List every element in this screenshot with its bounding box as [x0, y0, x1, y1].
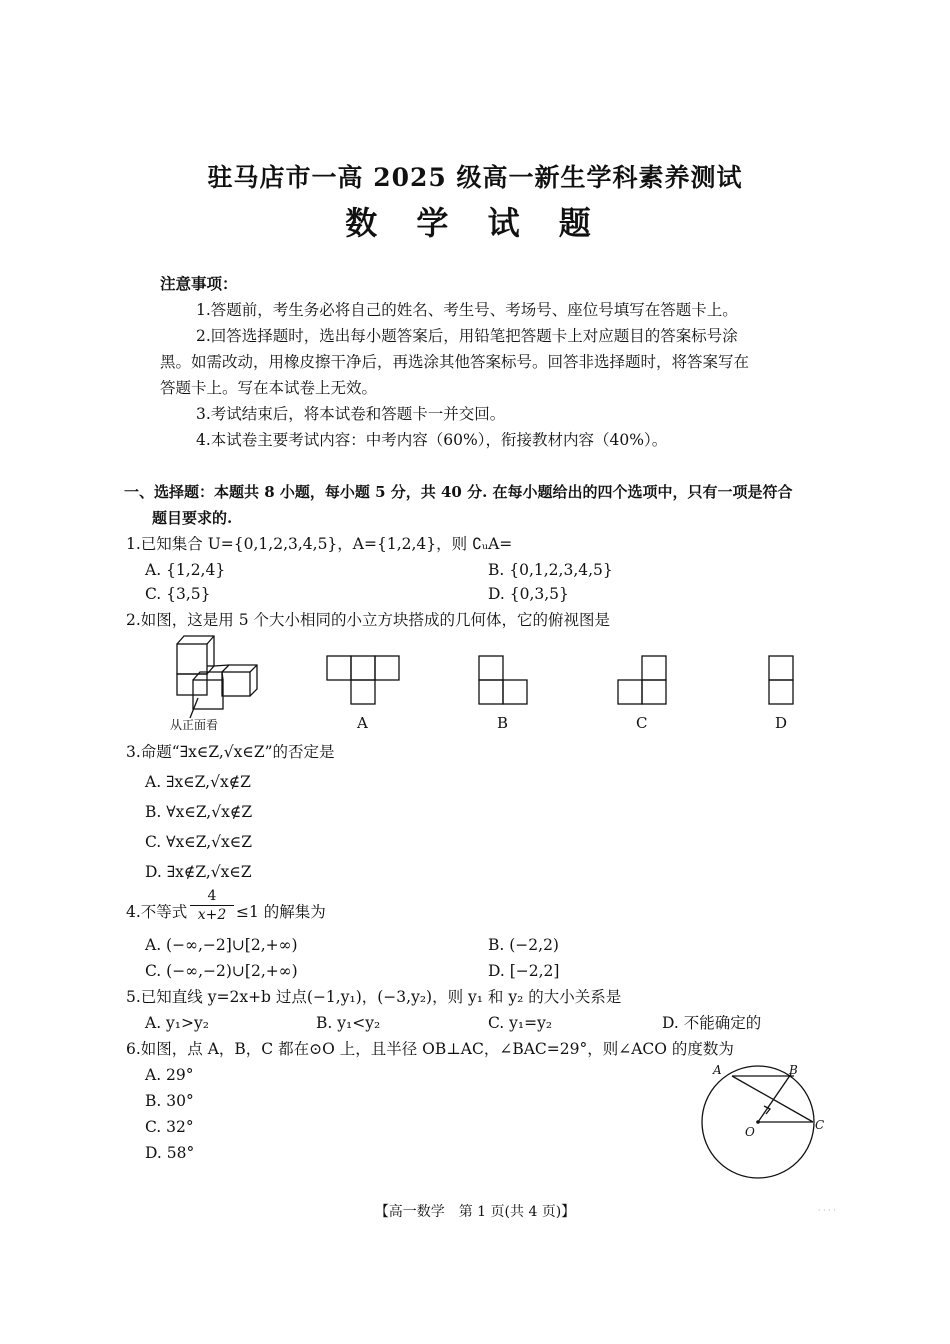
- note-4: 4.本试卷主要考试内容：中考内容（60%），衔接教材内容（40%）。: [196, 431, 668, 449]
- q6-option-d: D. 58°: [145, 1144, 195, 1162]
- q2-solid-figure: [160, 630, 270, 714]
- q6-circle-figure: [700, 1064, 830, 1182]
- q4-option-d: D. [−2,2]: [488, 962, 560, 980]
- q1-option-c: C. {3,5}: [145, 585, 211, 603]
- q5-option-c: C. y₁=y₂: [488, 1014, 553, 1032]
- q1-option-b: B. {0,1,2,3,4,5}: [488, 561, 613, 579]
- q6-option-c: C. 32°: [145, 1118, 194, 1136]
- q5-option-a: A. y₁>y₂: [145, 1014, 209, 1032]
- section-heading-line-1: 一、选择题：本题共 8 小题，每小题 5 分，共 40 分. 在每小题给出的四个选项中，只有一项是符合: [124, 483, 793, 501]
- q6-option-a: A. 29°: [145, 1066, 194, 1084]
- q2-option-c-label: C: [636, 714, 648, 732]
- note-2-line-3: 答题卡上。写在本试卷上无效。: [160, 379, 378, 397]
- q4-option-a: A. (−∞,−2]∪[2,+∞): [145, 936, 298, 954]
- q3-option-d: D. ∃x∉Z,√x∈Z: [145, 863, 252, 881]
- q4-stem-suffix: ≤1 的解集为: [236, 903, 326, 921]
- note-3: 3.考试结束后，将本试卷和答题卡一并交回。: [196, 405, 506, 423]
- q6-point-b-label: B: [789, 1063, 798, 1077]
- q2-option-b-figure: [478, 655, 530, 707]
- q3-stem: 3.命题“∃x∈Z,√x∈Z”的否定是: [126, 743, 335, 761]
- note-1: 1.答题前，考生务必将自己的姓名、考生号、考场号、座位号填写在答题卡上。: [196, 301, 738, 319]
- section-heading-line-2: 题目要求的.: [152, 509, 233, 527]
- q6-option-b: B. 30°: [145, 1092, 194, 1110]
- q2-front-view-label: 从正面看: [170, 718, 219, 732]
- subject-title: 数 学 试 题: [345, 204, 605, 242]
- q6-point-c-label: C: [815, 1118, 825, 1132]
- q6-point-o-label: O: [745, 1125, 755, 1139]
- q4-option-c: C. (−∞,−2)∪[2,+∞): [145, 962, 298, 980]
- q5-option-b: B. y₁<y₂: [316, 1014, 381, 1032]
- q6-point-a-label: A: [713, 1063, 722, 1077]
- exam-title: 驻马店市一高 2025 级高一新生学科素养测试: [207, 163, 743, 192]
- page-footer: 【高一数学 第 1 页(共 4 页)】: [374, 1204, 576, 1220]
- q2-option-d-figure: [768, 655, 796, 707]
- q5-option-d: D. 不能确定的: [662, 1014, 762, 1032]
- q2-stem: 2.如图，这是用 5 个大小相同的小立方块搭成的几何体，它的俯视图是: [126, 611, 611, 629]
- q4-fraction-numerator: 4: [190, 888, 234, 906]
- q4-option-b: B. (−2,2): [488, 936, 559, 954]
- footer-mark: · · · ·: [818, 1206, 836, 1215]
- q2-option-b-label: B: [497, 714, 509, 732]
- q4-stem-prefix: 4.不等式: [126, 903, 188, 921]
- q2-option-a-figure: [326, 655, 402, 707]
- note-2-line-2: 黑。如需改动，用橡皮擦干净后，再选涂其他答案标号。回答非选择题时，将答案写在: [160, 353, 750, 371]
- q1-stem: 1.已知集合 U={0,1,2,3,4,5}，A={1,2,4}，则 ∁ᵤA=: [126, 535, 513, 553]
- q5-stem: 5.已知直线 y=2x+b 过点(−1,y₁)，(−3,y₂)，则 y₁ 和 y₂ 的大小关系是: [126, 988, 622, 1006]
- q3-option-b: B. ∀x∈Z,√x∉Z: [145, 803, 253, 821]
- q6-stem: 6.如图，点 A，B，C 都在⊙O 上，且半径 OB⊥AC，∠BAC=29°，则∠ACO 的度数为: [126, 1040, 734, 1058]
- q3-option-c: C. ∀x∈Z,√x∈Z: [145, 833, 253, 851]
- q4-fraction-denominator: x+2: [197, 907, 227, 923]
- q2-option-d-label: D: [775, 714, 788, 732]
- note-2-line-1: 2.回答选择题时，选出每小题答案后，用铅笔把答题卡上对应题目的答案标号涂: [196, 327, 738, 345]
- q1-option-a: A. {1,2,4}: [145, 561, 226, 579]
- q2-option-c-figure: [617, 655, 669, 707]
- q3-option-a: A. ∃x∈Z,√x∉Z: [145, 773, 251, 791]
- notes-heading: 注意事项：: [160, 274, 238, 293]
- q2-option-a-label: A: [357, 714, 368, 732]
- q1-option-d: D. {0,3,5}: [488, 585, 569, 603]
